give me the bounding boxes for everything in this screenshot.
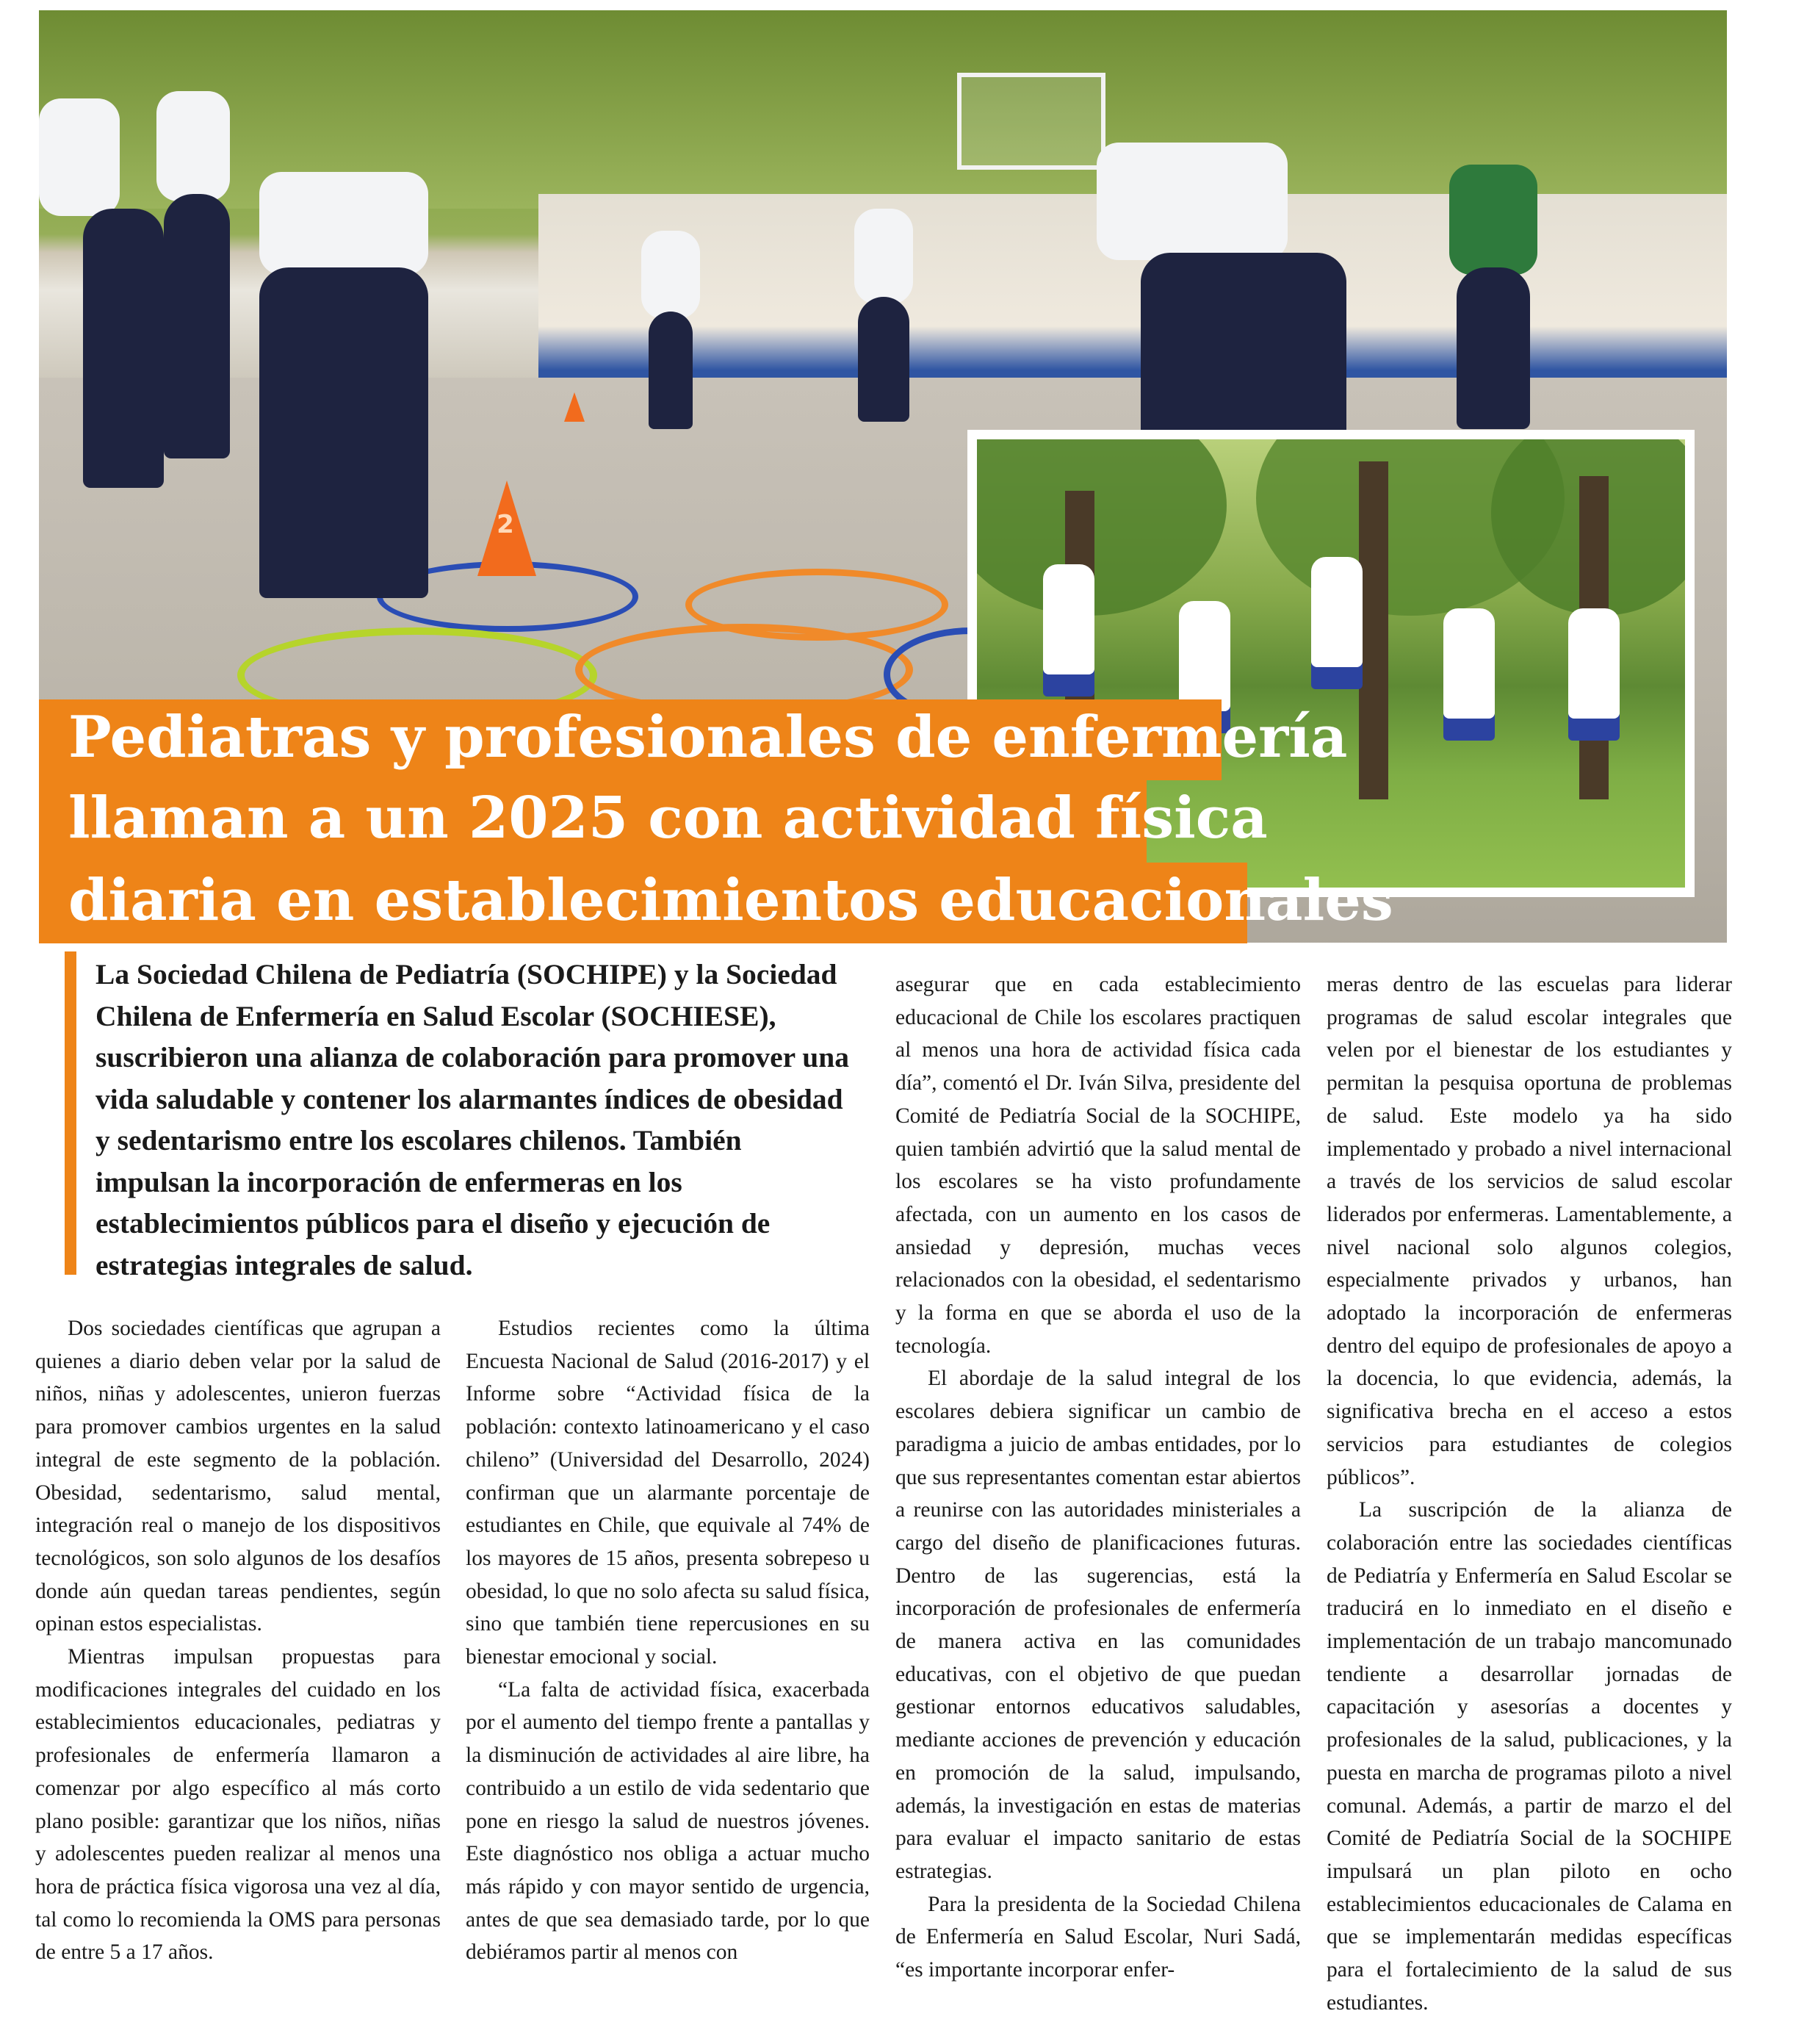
paragraph: Mientras impulsan propuestas para modificaciones integrales del cuidado en los establecimientos educacionales, pediatras y profesionales de enfermería llamaron a comenzar por algo específico al más corto plano posible: garantizar que los niños, niñas y adolescentes pueden realizar al menos una hora de práctica física vigorosa una vez al día, tal como lo recomienda la OMS para personas de entre 5 a 17 años. (35, 1645, 441, 1965)
headline-line-1: Pediatras y profesionales de enfermería (39, 699, 1222, 780)
paragraph: Estudios recientes como la última Encuesta Nacional de Salud (2016-2017) y el Informe sobre “Actividad física de la población: contexto latinoamericano y el caso chileno” (Universidad del Desarrollo, 2024) confirman que un alarmante porcentaje de estudiantes en Chile, que equivale al 74% de los mayores de 15 años, presenta sobrepeso u obesidad, lo que no solo afecta su salud física, sino que también tiene repercusiones en su bienestar emocional y social. (466, 1317, 870, 1669)
lead-accent-bar (65, 951, 76, 1275)
cone-number: 2 (497, 510, 514, 539)
student-left-pants (83, 209, 164, 488)
body-column-3 (895, 968, 1301, 1987)
paragraph: El abordaje de la salud integral de los escolares debiera significar un cambio de paradigma a juicio de ambas entidades, por lo que sus representantes comentan estar abiertos a reunirse con las autoridades ministeriales a cargo del diseño de planificaciones futuras. Dentro de las sugerencias, está la incorporación de profesionales de enfermería de manera activa en las comunidades educativas, con el objetivo de que puedan gestionar entornos educativos saludables, mediante acciones de prevención y educación en promoción de la salud, impulsando, además, la investigación en estas de materias para evaluar el impacto sanitario de estas estrategias. (895, 1367, 1301, 1883)
student-background (641, 231, 700, 319)
basketball-backboard (957, 73, 1105, 170)
student-2-pants (164, 194, 230, 458)
lead-paragraph: La Sociedad Chilena de Pediatría (SOCHIPE) y la Sociedad Chilena de Enfermería en Salud Escolar (SOCHIESE), suscribieron una alianza de colaboración para promover una vida saludable y contener los alarmantes índices de obesidad y sedentarismo entre los escolares chilenos. También impulsan la incorporación de enfermeras en los establecimientos públicos para el diseño y ejecución de estrategias integrales de salud. (95, 958, 849, 1281)
boy-green-sweater (1449, 165, 1537, 275)
boy-reaching (259, 267, 428, 598)
student-background-2-pants (858, 297, 909, 422)
paragraph: “La falta de actividad física, exacerbada por el aumento del tiempo frente a pantallas y la disminución de actividades al aire libre, ha contribuido a un estilo de vida sedentario que pone en riesgo la salud de nuestros jóvenes. Este diagnóstico nos obliga a actuar mucho más rápido y con mayor sentido de urgencia, antes de que sea demasiado tarde, por lo que debiéramos partir al menos con (466, 1677, 870, 1965)
student-2 (156, 91, 230, 201)
girl-crouching-shirt (1097, 143, 1288, 260)
girl-crouching (1141, 253, 1346, 444)
paragraph: meras dentro de las escuelas para liderar programas de salud escolar integrales que velen por el bienestar de los estudiantes y permitan la pesquisa oportuna de problemas de salud. Este modelo ya ha sido implementado y probado a nivel internacional a través de los servicios de salud escolar liderados por enfermeras. Lamentablemente, a nivel nacional solo algunos colegios, especialmente privados y urbanos, han adoptado la incorporación de enfermeras dentro del equipo de profesionales de apoyo a la docencia, lo que evidencia, además, la significativa brecha en el acceso a estos servicios para estudiantes de colegios públicos”. (1327, 973, 1732, 1489)
paragraph: La suscripción de la alianza de colaboración entre las sociedades científicas de Pediatría y Enfermería en Salud Escolar se traducirá en lo inmediato en el diseño e implementación de un trabajo mancomunado tendiente a desarrollar jornadas de capacitación y asesorías a docentes y profesionales de la salud, publicaciones, y la puesta en marcha de programas piloto a nivel comunal. Además, a partir de marzo el del Comité de Pediatría Social de la SOCHIPE impulsará un plan piloto en ocho establecimientos educacionales de Calama en que se implementarán medidas específicas para el fortalecimiento de la salud de sus estudiantes. (1327, 1498, 1732, 2015)
body-column-4 (1327, 968, 1732, 2020)
small-cone (564, 392, 585, 422)
student-background-pants (649, 312, 693, 429)
headline-line-3: diaria en establecimientos educacionales (39, 863, 1247, 943)
student-left (39, 98, 120, 216)
boy-green-sweater-pants (1457, 267, 1530, 429)
body-column-1 (35, 1312, 441, 1969)
boy-reaching-shirt (259, 172, 428, 275)
paragraph: asegurar que en cada establecimiento educacional de Chile los escolares practiquen al menos una hora de actividad física cada día”, comentó el Dr. Iván Silva, presidente del Comité de Pediatría Social de la SOCHIPE, quien también advirtió que la salud mental de los escolares se ha visto profundamente afectada, con un aumento en los casos de ansiedad y depresión, muchas veces relacionados con la obesidad, el sedentarismo y la forma en que se aborda el uso de la tecnología. (895, 973, 1301, 1358)
student-background-2 (854, 209, 913, 304)
paragraph: Para la presidenta de la Sociedad Chilena de Enfermería en Salud Escolar, Nuri Sadá, “es importante incorporar enfer- (895, 1892, 1301, 1982)
paragraph: Dos sociedades científicas que agrupan a quienes a diario deben velar por la salud de niños, niñas y adolescentes, unieron fuerzas para promover cambios urgentes en la salud integral de este segmento de la población. Obesidad, sedentarismo, salud mental, integración real o manejo de los dispositivos tecnológicos, son solo algunos de los desafíos donde aún quedan tareas pendientes, según opinan estos especialistas. (35, 1317, 441, 1636)
headline-line-2: llaman a un 2025 con actividad física (39, 780, 1147, 863)
body-column-2 (466, 1312, 870, 1969)
